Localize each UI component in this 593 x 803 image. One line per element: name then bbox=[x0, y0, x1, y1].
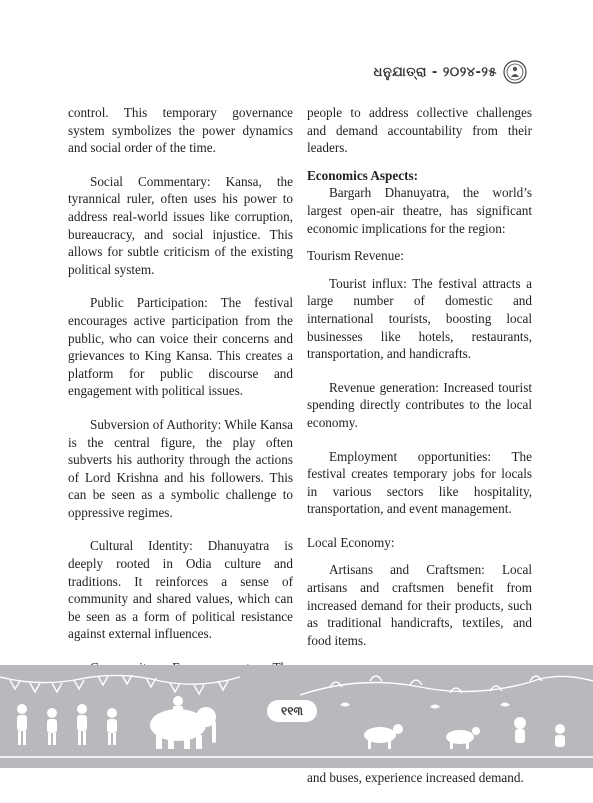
section-heading-economics: Economics Aspects: bbox=[307, 167, 418, 183]
right-paragraph-1: people to address collective challenges and demand accountability from their leaders. bbox=[307, 105, 532, 156]
right-paragraph-8: and buses, experience increased demand. bbox=[307, 770, 524, 786]
page-header bbox=[374, 60, 527, 84]
left-paragraph-5: Cultural Identity: Dhanuyatra is deeply rooted in Odia culture and traditions. It reinforces a sense of community and shared values, which can be seen as a form of political resistance against external influences. bbox=[68, 538, 293, 642]
header-title: ଧନୁଯାତ୍ରା - ୨୦୨୪-୨୫ bbox=[373, 64, 497, 80]
right-paragraph-5: Employment opportunities: The festival creates temporary jobs for locals in various sectors like hospitality, transportation, and event management. bbox=[307, 448, 532, 517]
left-paragraph-2: Social Commentary: Kansa, the tyrannical ruler, often uses his power to address real-world issues like corruption, bureaucracy, and social injustice. This allows for subtle criticism of the existing political system. bbox=[68, 173, 293, 277]
folk-art-border bbox=[0, 665, 593, 768]
right-paragraph-2: Bargarh Dhanuyatra, the world’s largest open-air theatre, has significant economic implications for the region: bbox=[307, 185, 532, 236]
left-paragraph-1: control. This temporary governance system symbolizes the power dynamics and social order of the time. bbox=[68, 105, 293, 156]
right-paragraph-6: Artisans and Craftsmen: Local artisans and craftsmen benefit from increased demand for their products, such as traditional handicrafts, textiles, and food items. bbox=[307, 562, 532, 648]
right-paragraph-4: Revenue generation: Increased tourist spending directly contributes to the local economy. bbox=[307, 379, 532, 430]
subheading-local-economy: Local Economy: bbox=[307, 534, 395, 550]
subheading-tourism-revenue: Tourism Revenue: bbox=[307, 248, 404, 264]
page-number: ୧୧୩ bbox=[267, 700, 317, 722]
right-paragraph-3: Tourist influx: The festival attracts a large number of domestic and international tourists, boosting local businesses like hotels, restaurants, transportation, and handicrafts. bbox=[307, 275, 532, 362]
festival-emblem-icon bbox=[503, 60, 527, 84]
left-paragraph-3: Public Participation: The festival encourages active participation from the public, who can voice their concerns and grievances to King Kansa. This creates a platform for public discourse and engagement with political issues. bbox=[68, 295, 293, 399]
left-paragraph-4: Subversion of Authority: While Kansa is the central figure, the play often subverts his authority through the actions of Lord Krishna and his followers. This can be seen as a symbolic challenge to oppressive regimes. bbox=[68, 416, 293, 520]
